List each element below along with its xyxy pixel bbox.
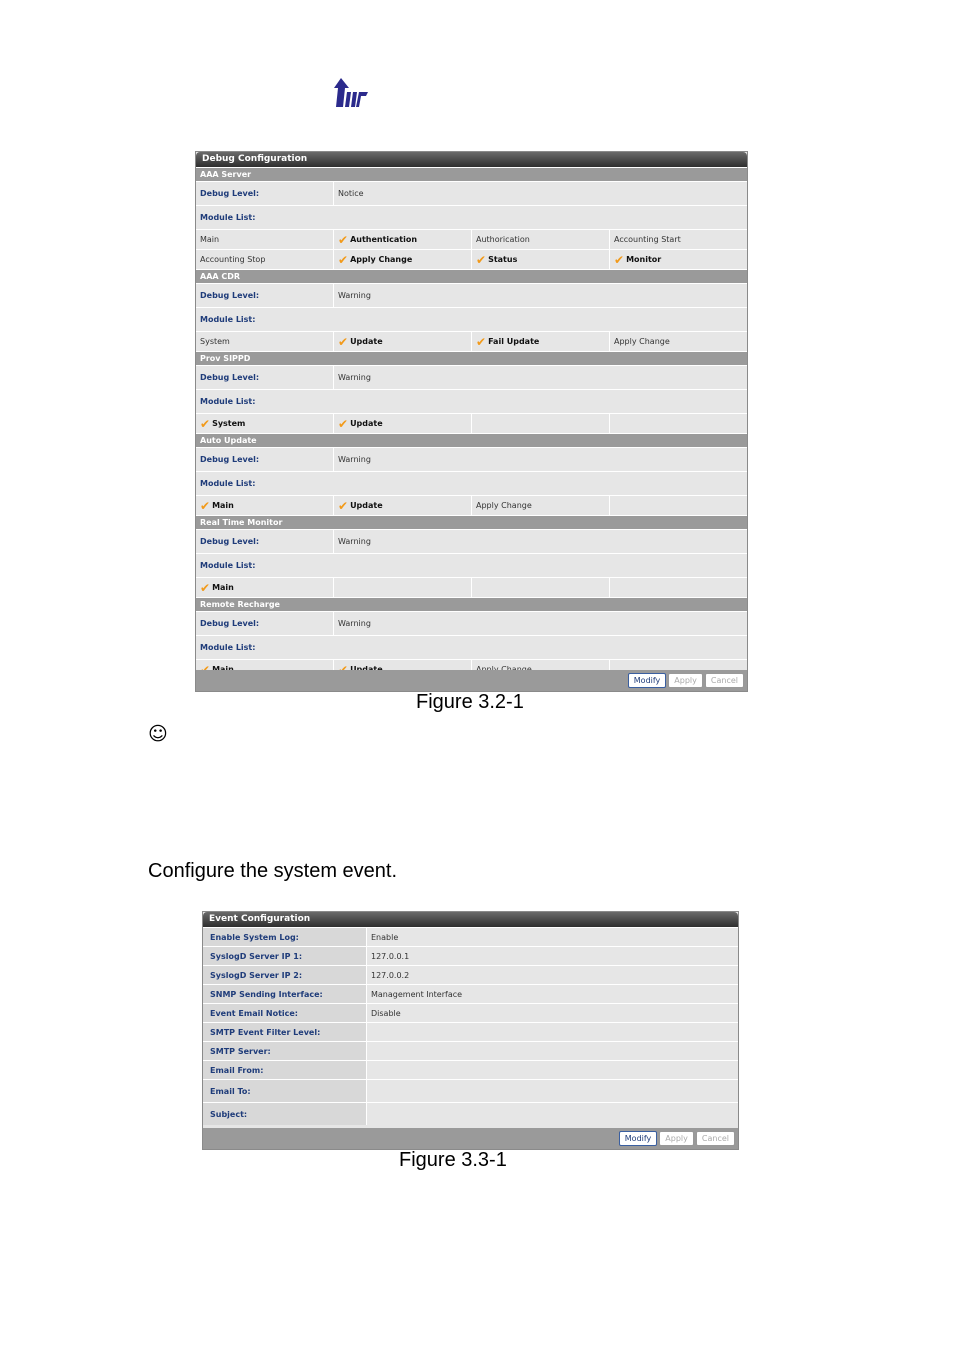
section-header: Prov SIPPD xyxy=(196,351,747,365)
module-option[interactable] xyxy=(196,332,333,351)
debug-level-label: Debug Level: xyxy=(200,537,260,546)
module-row xyxy=(196,495,747,515)
event-field-value[interactable] xyxy=(366,1080,738,1102)
module-option-label: Main xyxy=(212,583,234,592)
event-row xyxy=(203,1003,738,1022)
module-option[interactable] xyxy=(196,230,333,249)
checkmark-icon: ✔ xyxy=(200,580,211,595)
module-list-label: Module List: xyxy=(200,397,256,406)
modify-button[interactable]: Modify xyxy=(619,1131,658,1146)
checkmark-icon: ✔ xyxy=(338,334,349,349)
module-option-label: Apply Change xyxy=(350,255,413,264)
module-option xyxy=(609,578,747,597)
module-option[interactable] xyxy=(196,578,333,597)
figure-caption-2: Figure 3.3-1 xyxy=(399,1149,507,1171)
debug-level-row xyxy=(196,365,747,389)
event-row xyxy=(203,984,738,1003)
module-option xyxy=(333,578,471,597)
module-option-label: Status xyxy=(488,255,518,264)
module-option[interactable] xyxy=(609,230,747,249)
module-option-label: Authorication xyxy=(476,235,530,244)
module-option[interactable] xyxy=(609,332,747,351)
apply-button[interactable]: Apply xyxy=(659,1131,694,1146)
module-option[interactable] xyxy=(471,332,609,351)
module-list-row xyxy=(196,307,747,331)
body-paragraph: Configure the system event. xyxy=(148,860,398,882)
debug-level-label: Debug Level: xyxy=(200,291,260,300)
module-option-label: Main xyxy=(200,235,220,244)
module-option[interactable] xyxy=(196,414,333,433)
checkmark-icon: ✔ xyxy=(476,252,487,267)
event-field-value[interactable]: 127.0.0.2 xyxy=(366,966,738,984)
debug-level-value[interactable]: Warning xyxy=(333,530,747,553)
checkmark-icon: ✔ xyxy=(200,416,211,431)
module-option xyxy=(609,414,747,433)
module-option-label: Fail Update xyxy=(488,337,540,346)
event-row xyxy=(203,1102,738,1125)
section-header: AAA CDR xyxy=(196,269,747,283)
checkmark-icon: ✔ xyxy=(476,334,487,349)
module-option[interactable] xyxy=(196,250,333,269)
company-logo xyxy=(332,78,368,108)
module-row xyxy=(196,577,747,597)
debug-level-row xyxy=(196,181,747,205)
debug-level-label: Debug Level: xyxy=(200,373,260,382)
module-option-label: Apply Change xyxy=(476,501,532,510)
event-field-value[interactable]: 127.0.0.1 xyxy=(366,947,738,965)
debug-level-label: Debug Level: xyxy=(200,189,260,198)
module-row xyxy=(196,229,747,249)
module-row xyxy=(196,249,747,269)
event-field-label: SyslogD Server IP 1: xyxy=(203,947,366,965)
module-option-label: Update xyxy=(350,337,383,346)
section-header: Auto Update xyxy=(196,433,747,447)
event-field-label: SyslogD Server IP 2: xyxy=(203,966,366,984)
debug-level-label: Debug Level: xyxy=(200,455,260,464)
event-row xyxy=(203,946,738,965)
section-header: Remote Recharge xyxy=(196,597,747,611)
event-field-value[interactable] xyxy=(366,1042,738,1060)
debug-configuration-panel xyxy=(195,151,748,692)
module-option-label: Main xyxy=(212,501,234,510)
cancel-button[interactable]: Cancel xyxy=(705,673,744,688)
module-option-label: Update xyxy=(350,419,383,428)
module-option[interactable] xyxy=(333,332,471,351)
checkmark-icon: ✔ xyxy=(338,416,349,431)
checkmark-icon: ✔ xyxy=(200,498,211,513)
section-header: AAA Server xyxy=(196,167,747,181)
event-field-label: Subject: xyxy=(203,1103,366,1125)
module-option[interactable] xyxy=(333,250,471,269)
debug-level-value[interactable]: Warning xyxy=(333,284,747,307)
checkmark-icon: ✔ xyxy=(614,252,625,267)
event-field-label: SNMP Sending Interface: xyxy=(203,985,366,1003)
event-row xyxy=(203,1060,738,1079)
module-option[interactable] xyxy=(333,414,471,433)
module-option[interactable] xyxy=(196,496,333,515)
module-list-label: Module List: xyxy=(200,479,256,488)
event-field-value[interactable]: Disable xyxy=(366,1004,738,1022)
event-configuration-panel xyxy=(202,911,739,1150)
module-list-row xyxy=(196,389,747,413)
event-field-value[interactable] xyxy=(366,1103,738,1125)
module-option xyxy=(471,414,609,433)
module-list-row xyxy=(196,553,747,577)
debug-button-bar xyxy=(196,670,747,691)
module-list-row xyxy=(196,635,747,659)
event-field-value[interactable] xyxy=(366,1023,738,1041)
module-option-label: System xyxy=(212,419,246,428)
event-button-bar xyxy=(203,1128,738,1149)
event-field-label: Email From: xyxy=(203,1061,366,1079)
event-row xyxy=(203,965,738,984)
figure-caption-1: Figure 3.2-1 xyxy=(416,691,524,713)
module-option[interactable] xyxy=(333,230,471,249)
modify-button[interactable]: Modify xyxy=(628,673,667,688)
debug-panel-title: Debug Configuration xyxy=(196,152,747,167)
smiley-icon: ☺ xyxy=(148,723,168,745)
module-option-label: Update xyxy=(350,501,383,510)
event-field-label: Event Email Notice: xyxy=(203,1004,366,1022)
event-field-value[interactable]: Enable xyxy=(366,928,738,946)
module-option xyxy=(471,578,609,597)
module-list-label: Module List: xyxy=(200,561,256,570)
debug-level-value[interactable]: Warning xyxy=(333,366,747,389)
event-row xyxy=(203,1079,738,1102)
event-row xyxy=(203,1022,738,1041)
module-row xyxy=(196,331,747,351)
module-option[interactable] xyxy=(471,496,609,515)
module-row xyxy=(196,413,747,433)
debug-level-row xyxy=(196,529,747,553)
module-option-label: Authentication xyxy=(350,235,418,244)
debug-level-label: Debug Level: xyxy=(200,619,260,628)
section-header: Real Time Monitor xyxy=(196,515,747,529)
module-option-label: Apply Change xyxy=(614,337,670,346)
module-option-label: Monitor xyxy=(626,255,662,264)
debug-level-value[interactable]: Notice xyxy=(333,182,747,205)
checkmark-icon: ✔ xyxy=(338,498,349,513)
debug-level-value[interactable]: Warning xyxy=(333,448,747,471)
event-field-label: Email To: xyxy=(203,1080,366,1102)
module-list-label: Module List: xyxy=(200,643,256,652)
module-option-label: Accounting Stop xyxy=(200,255,266,264)
module-list-row xyxy=(196,471,747,495)
module-option[interactable] xyxy=(471,230,609,249)
debug-level-row xyxy=(196,447,747,471)
debug-sections xyxy=(196,167,747,679)
debug-level-row xyxy=(196,611,747,635)
module-list-row xyxy=(196,205,747,229)
module-option[interactable] xyxy=(333,496,471,515)
event-field-label: SMTP Server: xyxy=(203,1042,366,1060)
apply-button[interactable]: Apply xyxy=(668,673,703,688)
module-list-label: Module List: xyxy=(200,315,256,324)
event-rows xyxy=(203,927,738,1125)
module-option[interactable] xyxy=(471,250,609,269)
cancel-button[interactable]: Cancel xyxy=(696,1131,735,1146)
module-option-label: System xyxy=(200,337,230,346)
module-list-label: Module List: xyxy=(200,213,256,222)
module-option xyxy=(609,496,747,515)
checkmark-icon: ✔ xyxy=(338,232,349,247)
debug-level-value[interactable]: Warning xyxy=(333,612,747,635)
module-option-label: Accounting Start xyxy=(614,235,681,244)
checkmark-icon: ✔ xyxy=(338,252,349,267)
event-row xyxy=(203,927,738,946)
event-field-value[interactable]: Management Interface xyxy=(366,985,738,1003)
event-panel-title: Event Configuration xyxy=(203,912,738,927)
module-option[interactable] xyxy=(609,250,747,269)
event-field-value[interactable] xyxy=(366,1061,738,1079)
event-row xyxy=(203,1041,738,1060)
debug-level-row xyxy=(196,283,747,307)
event-field-label: Enable System Log: xyxy=(203,928,366,946)
event-field-label: SMTP Event Filter Level: xyxy=(203,1023,366,1041)
